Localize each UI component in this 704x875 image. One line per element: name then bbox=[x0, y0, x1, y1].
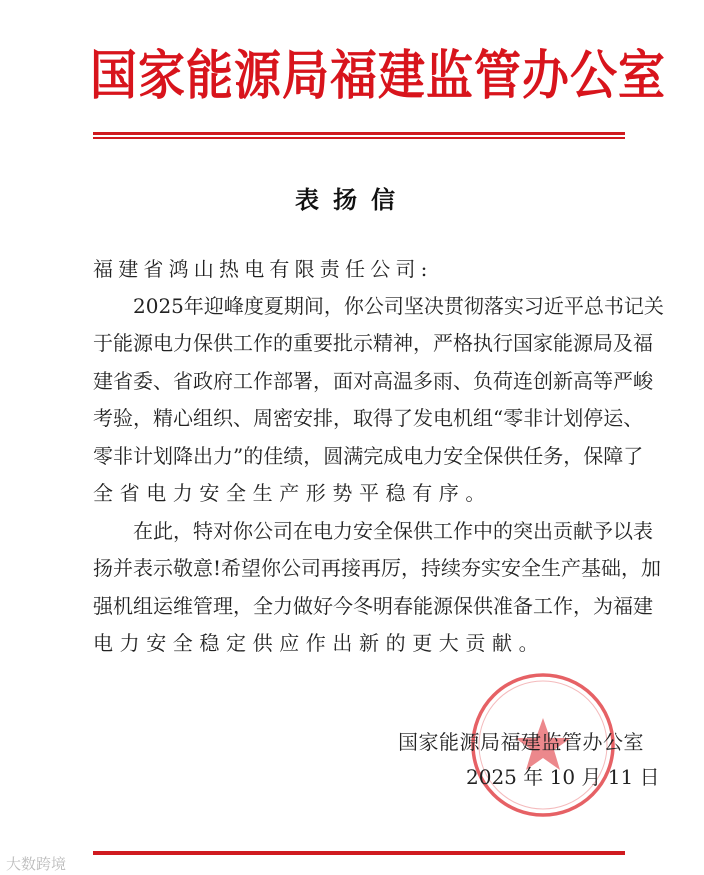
signature-org: 国家能源局福建监管办公室 bbox=[398, 730, 644, 754]
letter-title: 表扬信 bbox=[295, 185, 409, 214]
letterhead-rule-thin bbox=[93, 137, 625, 139]
body-line: 零非计划降出力”的佳绩，圆满完成电力安全保供任务，保障了 bbox=[93, 444, 644, 468]
body-line: 强机组运维管理，全力做好今冬明春能源保供准备工作，为福建 bbox=[93, 594, 653, 618]
body-line: 2025年迎峰度夏期间，你公司坚决贯彻落实习近平总书记关 bbox=[133, 294, 664, 318]
watermark: 大数跨境 bbox=[6, 855, 67, 873]
salutation: 福建省鸿山热电有限责任公司: bbox=[93, 257, 433, 281]
letterhead-rule bbox=[93, 132, 625, 135]
body-line: 扬并表示敬意!希望你公司再接再厉，持续夯实安全生产基础，加 bbox=[93, 556, 662, 580]
footer-rule bbox=[93, 851, 625, 855]
body-line: 于能源电力保供工作的重要批示精神，严格执行国家能源局及福 bbox=[93, 331, 653, 355]
body-line: 建省委、省政府工作部署，面对高温多雨、负荷连创新高等严峻 bbox=[93, 369, 653, 393]
body-line: 电力安全稳定供应作出新的更大贡献。 bbox=[93, 631, 546, 655]
body-line: 考验，精心组织、周密安排，取得了发电机组“零非计划停运、 bbox=[93, 406, 644, 430]
letterhead-title: 国家能源局福建监管办公室 bbox=[90, 45, 666, 107]
body-line: 全省电力安全生产形势平稳有序。 bbox=[93, 481, 492, 505]
body-line: 在此，特对你公司在电力安全保供工作中的突出贡献予以表 bbox=[133, 519, 653, 543]
signature-date: 2025 年 10 月 11 日 bbox=[466, 765, 660, 789]
